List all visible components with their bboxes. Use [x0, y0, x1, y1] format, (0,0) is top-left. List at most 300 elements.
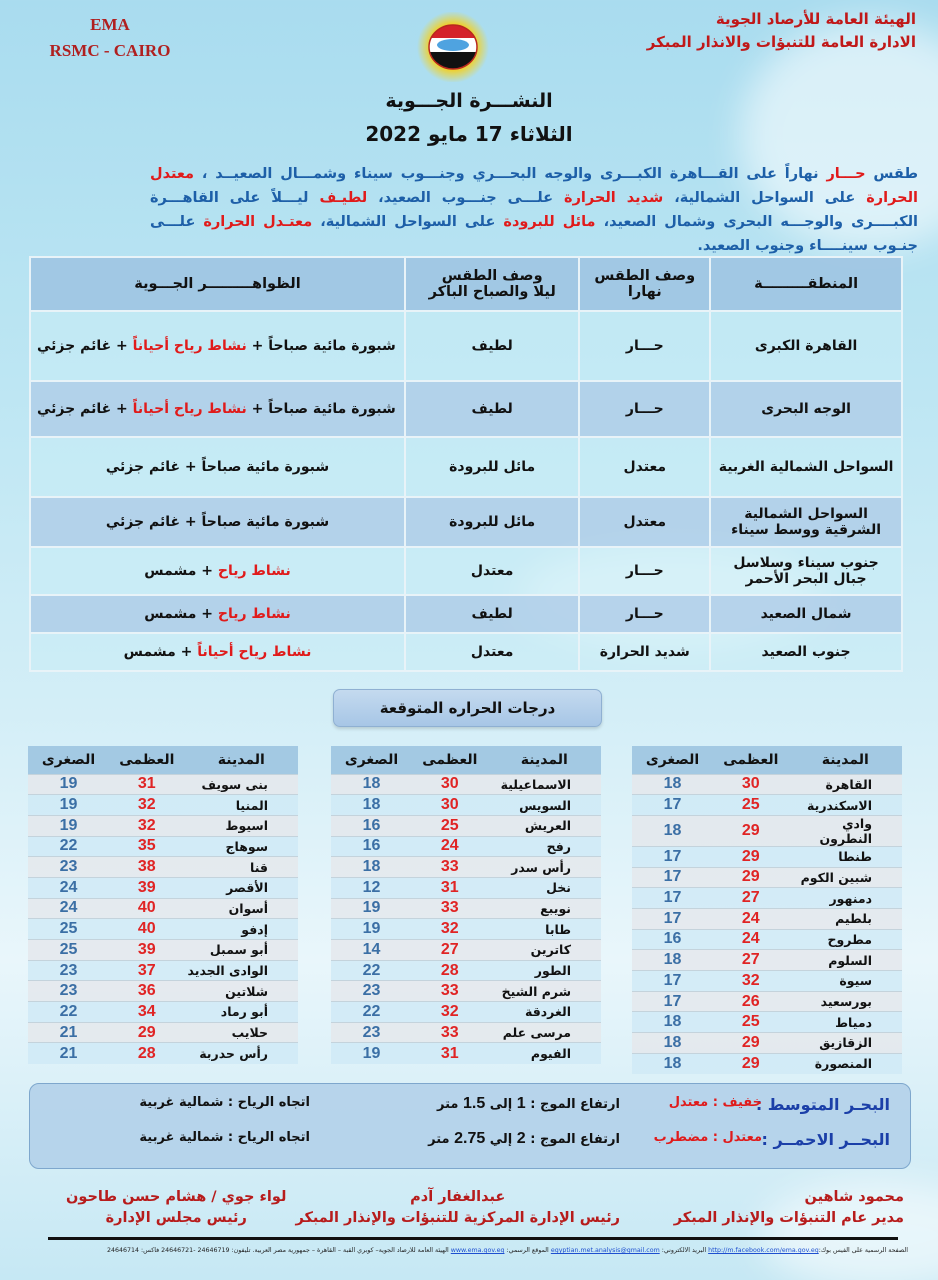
table-row — [28, 1002, 298, 1023]
city-cell: نويبع — [488, 898, 601, 919]
website-label: الموقع الرسمي: — [504, 1247, 549, 1254]
wind-direction: اتجاه الرياح : شمالية غربية — [139, 1130, 310, 1145]
max-temp-cell: 26 — [713, 991, 789, 1012]
city-cell: الأقصر — [185, 877, 298, 898]
col-night — [405, 257, 579, 311]
forecast-summary — [150, 162, 918, 258]
city-cell: رأس سدر — [488, 857, 601, 878]
phenomena-highlight: نشاط رياح أحياناً — [132, 401, 247, 417]
table-row — [632, 795, 902, 816]
max-temp-cell: 31 — [109, 774, 185, 795]
max-temp-cell: 36 — [109, 981, 185, 1002]
table-row — [632, 774, 902, 795]
min-temp-cell: 18 — [331, 774, 412, 795]
city-cell: كاترين — [488, 940, 601, 961]
max-temp-cell: 32 — [713, 971, 789, 992]
max-temp-cell: 31 — [412, 877, 488, 898]
org-line1: الهيئة العامة للأرصاد الجوية — [715, 10, 916, 28]
max-temp-cell: 40 — [109, 919, 185, 940]
min-temp-cell: 18 — [632, 774, 713, 795]
table-row — [28, 981, 298, 1002]
region-cell: القاهرة الكبرى — [710, 311, 902, 381]
col-region: المنطقـــــــــة — [710, 257, 902, 311]
col-min: الصغرى — [632, 746, 713, 774]
table-row — [331, 960, 601, 981]
max-temp-cell: 29 — [109, 1022, 185, 1043]
col-city: المدينة — [488, 746, 601, 774]
summary-highlight: حـــار — [826, 166, 866, 182]
temps-table-middle — [331, 746, 601, 1064]
phenomena-text: + مشمس — [144, 563, 218, 579]
col-max: العظمى — [412, 746, 488, 774]
signature-name: محمود شاهين — [804, 1189, 904, 1205]
wave-height — [428, 1130, 620, 1148]
signature-name: عبدالغفار آدم — [410, 1189, 506, 1205]
wave-from: 1 — [516, 1095, 526, 1112]
max-temp-cell: 31 — [412, 1043, 488, 1064]
min-temp-cell: 12 — [331, 877, 412, 898]
table-row — [632, 929, 902, 950]
city-cell: العريش — [488, 815, 601, 836]
phenomena-highlight: نشاط رياح — [217, 563, 291, 579]
max-temp-cell: 30 — [713, 774, 789, 795]
wave-to: 2.75 — [454, 1130, 486, 1147]
day-weather-cell: حـــار — [579, 381, 710, 437]
rsmc-label: RSMC - CAIRO — [49, 41, 171, 60]
day-weather-cell: شديد الحرارة — [579, 633, 710, 671]
day-weather-cell: معتدل — [579, 437, 710, 497]
max-temp-cell: 39 — [109, 940, 185, 961]
max-temp-cell: 29 — [713, 1033, 789, 1054]
day-weather-cell: حـــار — [579, 595, 710, 633]
city-cell: السلوم — [789, 950, 902, 971]
min-temp-cell: 18 — [632, 1012, 713, 1033]
max-temp-cell: 28 — [109, 1043, 185, 1064]
wave-to: 1.5 — [463, 1095, 486, 1112]
phenomena-text: شبورة مائية صباحاً + — [246, 401, 396, 417]
min-temp-cell: 17 — [632, 846, 713, 867]
table-row — [331, 919, 601, 940]
min-temp-cell: 23 — [28, 981, 109, 1002]
min-temp-cell: 22 — [331, 960, 412, 981]
city-cell: شلاتين — [185, 981, 298, 1002]
city-cell: الغردقة — [488, 1002, 601, 1023]
table-row — [632, 1012, 902, 1033]
summary-text: ليـــلاً على القاهـــرة الكبــــرى والوجـــه البحرى وشمال الصعيد، — [150, 190, 918, 230]
min-temp-cell: 23 — [28, 960, 109, 981]
table-row — [331, 981, 601, 1002]
max-temp-cell: 37 — [109, 960, 185, 981]
city-cell: القاهرة — [789, 774, 902, 795]
city-cell: الفيوم — [488, 1043, 601, 1064]
max-temp-cell: 24 — [412, 836, 488, 857]
table-header-row — [28, 746, 298, 774]
min-temp-cell: 18 — [632, 1053, 713, 1074]
table-row — [28, 877, 298, 898]
col-min: الصغرى — [331, 746, 412, 774]
phenomena-text: + مشمس — [144, 606, 218, 622]
sea-row-red-sea — [30, 1130, 910, 1152]
min-temp-cell: 23 — [331, 981, 412, 1002]
table-row — [30, 437, 902, 497]
wind-direction: اتجاه الرياح : شمالية غربية — [139, 1095, 310, 1110]
city-cell: بورسعيد — [789, 991, 902, 1012]
city-cell: شبين الكوم — [789, 867, 902, 888]
max-temp-cell: 27 — [713, 950, 789, 971]
wave-unit: متر — [437, 1097, 463, 1112]
temps-table-right — [632, 746, 902, 1074]
max-temp-cell: 38 — [109, 857, 185, 878]
table-row — [28, 919, 298, 940]
phenomena-text: شبورة مائية صباحاً + — [246, 338, 396, 354]
summary-highlight: شديد الحرارة — [564, 190, 664, 206]
city-cell: إدفو — [185, 919, 298, 940]
col-day-l1: وصف الطقس — [594, 268, 696, 284]
table-row — [632, 815, 902, 846]
city-cell: الوادى الجديد — [185, 960, 298, 981]
city-cell: أبو سمبل — [185, 940, 298, 961]
page-title: النشـــرة الجـــوية — [385, 90, 553, 112]
min-temp-cell: 22 — [28, 1002, 109, 1023]
summary-highlight: مائل للبرودة — [503, 214, 596, 230]
table-row — [28, 774, 298, 795]
table-row — [28, 1043, 298, 1064]
city-cell: قنا — [185, 857, 298, 878]
table-row — [632, 950, 902, 971]
phenomena-cell — [30, 381, 405, 437]
min-temp-cell: 18 — [632, 950, 713, 971]
table-row — [30, 497, 902, 547]
min-temp-cell: 18 — [331, 857, 412, 878]
city-cell: الزقازيق — [789, 1033, 902, 1054]
col-phenomena: الظواهـــــــــر الجـــوية — [30, 257, 405, 311]
wave-label: ارتفاع الموج : — [525, 1132, 620, 1147]
wave-to-label: إلي — [485, 1132, 517, 1147]
min-temp-cell: 16 — [331, 836, 412, 857]
max-temp-cell: 33 — [412, 981, 488, 1002]
min-temp-cell: 19 — [28, 795, 109, 816]
city-cell: سيوة — [789, 971, 902, 992]
summary-text: على السواحل الشمالية، — [663, 190, 867, 206]
max-temp-cell: 32 — [109, 815, 185, 836]
col-day — [579, 257, 710, 311]
table-row — [331, 1043, 601, 1064]
signature-chairman — [66, 1187, 286, 1229]
table-row — [331, 877, 601, 898]
max-temp-cell: 30 — [412, 774, 488, 795]
website-link[interactable]: www.ema.gov.eg — [450, 1247, 505, 1254]
max-temp-cell: 29 — [713, 815, 789, 846]
max-temp-cell: 33 — [412, 1022, 488, 1043]
table-row — [632, 867, 902, 888]
city-cell: دمياط — [789, 1012, 902, 1033]
night-weather-cell: معتدل — [405, 633, 579, 671]
phenomena-cell — [30, 311, 405, 381]
night-weather-cell: لطيف — [405, 595, 579, 633]
phenomena-cell — [30, 547, 405, 595]
divider — [48, 1237, 898, 1240]
table-row — [28, 960, 298, 981]
summary-text: طقس — [865, 166, 919, 182]
min-temp-cell: 18 — [331, 795, 412, 816]
min-temp-cell: 18 — [632, 1033, 713, 1054]
table-row — [30, 311, 902, 381]
city-cell: المنيا — [185, 795, 298, 816]
table-row — [331, 836, 601, 857]
min-temp-cell: 23 — [28, 857, 109, 878]
city-cell: شرم الشيخ — [488, 981, 601, 1002]
summary-text: علـــى جنـوب سينــــاء وجنوب الصعيد. — [150, 214, 918, 254]
night-weather-cell: مائل للبرودة — [405, 497, 579, 547]
summary-text: نهاراً على القـــاهرة الكبـــرى والوجه البحـــري وجنـــوب سيناء وشمـــال الصعيــد ، — [194, 166, 827, 182]
city-cell: اسيوط — [185, 815, 298, 836]
region-cell: السواحل الشمالية الغربية — [710, 437, 902, 497]
min-temp-cell: 17 — [632, 888, 713, 909]
max-temp-cell: 32 — [412, 919, 488, 940]
bulletin-date: الثلاثاء 17 مايو 2022 — [365, 122, 573, 146]
max-temp-cell: 34 — [109, 1002, 185, 1023]
table-row — [331, 1022, 601, 1043]
max-temp-cell: 25 — [713, 1012, 789, 1033]
min-temp-cell: 19 — [28, 774, 109, 795]
phenomena-text: + غائم جزئي — [37, 338, 133, 354]
summary-text: علـــى جنـــوب الصعيد، — [367, 190, 565, 206]
table-row — [331, 940, 601, 961]
min-temp-cell: 24 — [28, 877, 109, 898]
footer-contact — [30, 1247, 908, 1254]
ema-label: EMA — [90, 15, 130, 34]
city-cell: الاسكندرية — [789, 795, 902, 816]
min-temp-cell: 16 — [331, 815, 412, 836]
phenomena-cell — [30, 633, 405, 671]
phenomena-cell — [30, 437, 405, 497]
city-cell: وادي النطرون — [789, 815, 902, 846]
min-temp-cell: 17 — [632, 795, 713, 816]
max-temp-cell: 32 — [412, 1002, 488, 1023]
city-cell: أبو رماد — [185, 1002, 298, 1023]
org-line2: الادارة العامة للتنبؤات والانذار المبكر — [646, 33, 916, 51]
table-header-row — [632, 746, 902, 774]
phenomena-cell — [30, 497, 405, 547]
region-cell: جنوب الصعيد — [710, 633, 902, 671]
regional-forecast-table — [29, 256, 903, 672]
signature-forecast-director — [674, 1187, 904, 1229]
min-temp-cell: 21 — [28, 1043, 109, 1064]
sea-condition: معتدل : مضطرب — [653, 1130, 762, 1145]
table-row — [632, 888, 902, 909]
table-row — [28, 836, 298, 857]
city-cell: رأس حدربة — [185, 1043, 298, 1064]
table-row — [331, 815, 601, 836]
col-max: العظمى — [109, 746, 185, 774]
signature-title: رئيس مجلس الإدارة — [105, 1210, 247, 1226]
night-weather-cell: لطيف — [405, 381, 579, 437]
region-cell: السواحل الشمالية الشرقية ووسط سيناء — [710, 497, 902, 547]
table-row — [331, 898, 601, 919]
table-row — [28, 940, 298, 961]
table-row — [30, 633, 902, 671]
max-temp-cell: 33 — [412, 898, 488, 919]
col-day-l2: نهارا — [627, 284, 662, 300]
phenomena-cell — [30, 595, 405, 633]
table-row — [632, 908, 902, 929]
phenomena-text: شبورة مائية صباحاً + غائم جزئي — [105, 459, 330, 475]
min-temp-cell: 16 — [632, 929, 713, 950]
col-max: العظمى — [713, 746, 789, 774]
org-abbrev — [40, 12, 180, 64]
phenomena-highlight: نشاط رياح أحياناً — [197, 644, 312, 660]
max-temp-cell: 30 — [412, 795, 488, 816]
city-cell: طابا — [488, 919, 601, 940]
signature-title: رئيس الإدارة المركزية للتنبؤات والإنذار المبكر — [295, 1210, 620, 1226]
city-cell: سوهاج — [185, 836, 298, 857]
max-temp-cell: 35 — [109, 836, 185, 857]
min-temp-cell: 19 — [331, 1043, 412, 1064]
table-row — [632, 1033, 902, 1054]
city-cell: بنى سويف — [185, 774, 298, 795]
sea-name: البحـر المتوسط : — [755, 1095, 890, 1114]
table-row — [331, 774, 601, 795]
city-cell: السويس — [488, 795, 601, 816]
min-temp-cell: 17 — [632, 971, 713, 992]
org-name — [647, 8, 916, 54]
region-cell: جنوب سيناء وسلاسل جبال البحر الأحمر — [710, 547, 902, 595]
sea-state-panel — [29, 1083, 911, 1169]
city-cell: مطروح — [789, 929, 902, 950]
table-row — [28, 898, 298, 919]
min-temp-cell: 23 — [331, 1022, 412, 1043]
col-city: المدينة — [185, 746, 298, 774]
max-temp-cell: 28 — [412, 960, 488, 981]
facebook-link[interactable]: http://m.facebook.com/ema.gov.eg — [708, 1247, 819, 1254]
city-cell: طنطا — [789, 846, 902, 867]
phenomena-text: + مشمس — [123, 644, 198, 660]
max-temp-cell: 29 — [713, 846, 789, 867]
col-night-l1: وصف الطقس — [441, 268, 543, 284]
wave-unit: متر — [428, 1132, 455, 1147]
night-weather-cell: معتدل — [405, 547, 579, 595]
day-weather-cell: حـــار — [579, 547, 710, 595]
min-temp-cell: 19 — [331, 919, 412, 940]
max-temp-cell: 27 — [412, 940, 488, 961]
address-text: الهيئة العامة للأرصاد الجوية– كوبري القبة – القاهرة – جمهورية مصر العربية. تليفون: 24646719 -24646721 فاكس: 24646714 — [106, 1247, 449, 1254]
day-weather-cell: معتدل — [579, 497, 710, 547]
table-row — [632, 846, 902, 867]
city-cell: الطور — [488, 960, 601, 981]
region-cell: شمال الصعيد — [710, 595, 902, 633]
max-temp-cell: 29 — [713, 867, 789, 888]
max-temp-cell: 40 — [109, 898, 185, 919]
min-temp-cell: 14 — [331, 940, 412, 961]
min-temp-cell: 21 — [28, 1022, 109, 1043]
min-temp-cell: 17 — [632, 991, 713, 1012]
min-temp-cell: 17 — [632, 867, 713, 888]
city-cell: أسوان — [185, 898, 298, 919]
summary-highlight: معتدل الحرارة — [150, 166, 918, 206]
min-temp-cell: 25 — [28, 919, 109, 940]
col-min: الصغرى — [28, 746, 109, 774]
max-temp-cell: 33 — [412, 857, 488, 878]
sea-condition: خفيف : معتدل — [668, 1095, 762, 1110]
phenomena-highlight: نشاط رياح — [217, 606, 291, 622]
table-row — [30, 547, 902, 595]
email-label: البريد الالكتروني: — [659, 1247, 707, 1254]
city-cell: رفح — [488, 836, 601, 857]
table-row — [331, 795, 601, 816]
min-temp-cell: 17 — [632, 908, 713, 929]
min-temp-cell: 19 — [331, 898, 412, 919]
city-cell: حلايب — [185, 1022, 298, 1043]
signature-name: لواء جوي / هشام حسن طاحون — [66, 1189, 287, 1205]
max-temp-cell: 25 — [412, 815, 488, 836]
table-row — [28, 857, 298, 878]
sea-row-mediterranean — [30, 1095, 910, 1117]
email-link[interactable]: egyptian.met.analysis@gmail.com — [550, 1247, 660, 1254]
city-cell: دمنهور — [789, 888, 902, 909]
phenomena-text: + غائم جزئي — [37, 401, 133, 417]
table-row — [331, 857, 601, 878]
max-temp-cell: 29 — [713, 1053, 789, 1074]
city-cell: مرسى علم — [488, 1022, 601, 1043]
city-cell: المنصورة — [789, 1053, 902, 1074]
facebook-label: الصفحة الرسمية على الفيس بوك: — [818, 1247, 908, 1254]
phenomena-highlight: نشاط رياح أحياناً — [132, 338, 247, 354]
table-row — [28, 795, 298, 816]
min-temp-cell: 25 — [28, 940, 109, 961]
max-temp-cell: 39 — [109, 877, 185, 898]
region-cell: الوجه البحرى — [710, 381, 902, 437]
signature-central-admin — [295, 1187, 620, 1229]
max-temp-cell: 24 — [713, 908, 789, 929]
temps-title: درجات الحراره المتوقعة — [333, 689, 602, 727]
night-weather-cell: لطيف — [405, 311, 579, 381]
wave-label: ارتفاع الموج : — [525, 1097, 620, 1112]
wave-to-label: إلى — [485, 1097, 517, 1112]
summary-highlight: لطيـف — [319, 190, 368, 206]
night-weather-cell: مائل للبرودة — [405, 437, 579, 497]
max-temp-cell: 32 — [109, 795, 185, 816]
min-temp-cell: 22 — [28, 836, 109, 857]
table-row — [30, 595, 902, 633]
max-temp-cell: 25 — [713, 795, 789, 816]
table-row — [28, 1022, 298, 1043]
wave-height — [437, 1095, 620, 1113]
table-row — [632, 991, 902, 1012]
signature-title: مدير عام التنبؤات والإنذار المبكر — [673, 1210, 904, 1226]
min-temp-cell: 19 — [28, 815, 109, 836]
max-temp-cell: 24 — [713, 929, 789, 950]
min-temp-cell: 18 — [632, 815, 713, 846]
table-row — [28, 815, 298, 836]
temps-table-left — [28, 746, 298, 1064]
summary-highlight: معتـدل الحرارة — [203, 214, 313, 230]
table-row — [632, 971, 902, 992]
min-temp-cell: 24 — [28, 898, 109, 919]
sea-name: البحــر الاحمــر : — [761, 1130, 890, 1149]
city-cell: بلطيم — [789, 908, 902, 929]
city-cell: نخل — [488, 877, 601, 898]
ema-logo-icon — [413, 12, 493, 82]
col-city: المدينة — [789, 746, 902, 774]
summary-text: على السواحل الشمالية، — [312, 214, 504, 230]
table-row — [30, 381, 902, 437]
city-cell: الاسماعيلية — [488, 774, 601, 795]
table-row — [632, 1053, 902, 1074]
table-row — [331, 1002, 601, 1023]
phenomena-text: شبورة مائية صباحاً + غائم جزئي — [105, 514, 330, 530]
day-weather-cell: حـــار — [579, 311, 710, 381]
col-night-l2: ليلا والصباح الباكر — [428, 284, 556, 300]
